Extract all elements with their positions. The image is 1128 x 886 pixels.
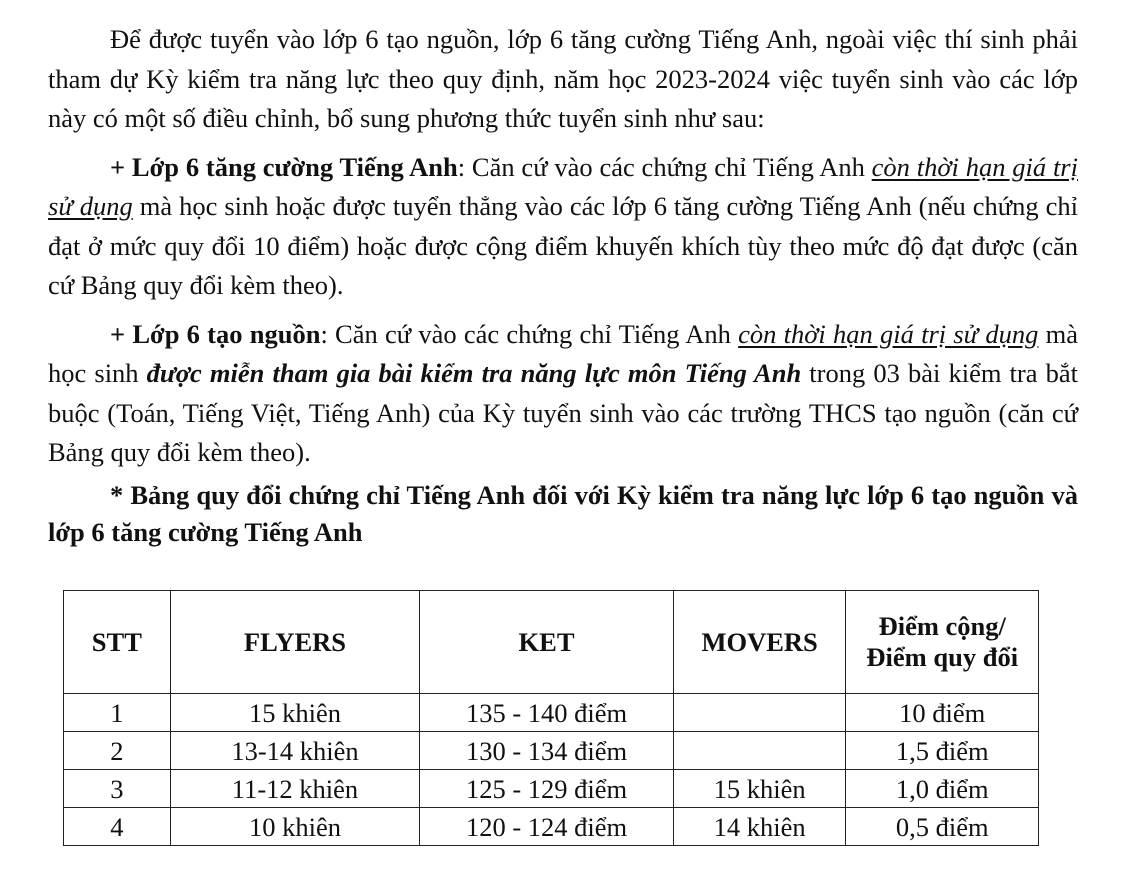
header-flyers: FLYERS [170, 591, 420, 694]
item-source-class [48, 315, 1078, 473]
cell-stt: 2 [64, 732, 171, 770]
exemption-emphasis: được miễn tham gia bài kiểm tra năng lực môn Tiếng Anh [146, 358, 802, 388]
cell-points: 0,5 điểm [846, 808, 1039, 846]
item-enhanced-english [48, 148, 1078, 306]
item-mid: mà học sinh [48, 318, 1078, 388]
cell-ket: 120 - 124 điểm [420, 808, 674, 846]
table-header-row [64, 591, 1039, 694]
cell-ket: 125 - 129 điểm [420, 770, 674, 808]
conversion-table [63, 590, 1039, 846]
header-stt: STT [64, 591, 171, 694]
cell-movers: 14 khiên [673, 808, 846, 846]
cell-flyers: 10 khiên [170, 808, 420, 846]
table-row [64, 694, 1039, 732]
item-body: trong 03 bài kiểm tra bắt buộc (Toán, Tiếng Việt, Tiếng Anh) của Kỳ tuyển sinh vào các trường THCS tạo nguồn (căn cứ Bảng quy đổi kèm theo). [48, 358, 1079, 467]
cell-movers [673, 694, 846, 732]
cell-flyers: 11-12 khiên [170, 770, 420, 808]
intro-paragraph: Để được tuyển vào lớp 6 tạo nguồn, lớp 6 tăng cường Tiếng Anh, ngoài việc thí sinh phải tham dự Kỳ kiểm tra năng lực theo quy định, năm học 2023-2024 việc tuyển sinh vào các lớp này có một số điều chỉnh, bổ sung phương thức tuyển sinh như sau: [48, 24, 1078, 133]
cell-movers [673, 732, 846, 770]
cell-ket: 135 - 140 điểm [420, 694, 674, 732]
validity-note: còn thời hạn giá trị sử dụng [738, 318, 1039, 349]
cell-points: 1,0 điểm [846, 770, 1039, 808]
header-ket: KET [420, 591, 674, 694]
cell-points: 10 điểm [846, 694, 1039, 732]
cell-stt: 1 [64, 694, 171, 732]
item-sep: : Căn cứ vào các chứng chỉ Tiếng Anh [320, 318, 739, 349]
cell-flyers: 15 khiên [170, 694, 420, 732]
validity-note: còn thời hạn giá trị sử dụng [48, 151, 1078, 221]
table-row [64, 770, 1039, 808]
header-points: Điểm cộng/Điểm quy đổi [846, 591, 1039, 694]
cell-stt: 3 [64, 770, 171, 808]
table-row [64, 732, 1039, 770]
table-title: * Bảng quy đổi chứng chỉ Tiếng Anh đối với Kỳ kiểm tra năng lực lớp 6 tạo nguồn và lớp 6 tăng cường Tiếng Anh [48, 479, 1078, 547]
item-sep: : Căn cứ vào các chứng chỉ Tiếng Anh [457, 151, 872, 182]
cell-points: 1,5 điểm [846, 732, 1039, 770]
table-row [64, 808, 1039, 846]
cell-flyers: 13-14 khiên [170, 732, 420, 770]
header-movers: MOVERS [673, 591, 846, 694]
document-body [48, 20, 1078, 551]
item-heading: + Lớp 6 tăng cường Tiếng Anh [110, 151, 458, 182]
cell-movers: 15 khiên [673, 770, 846, 808]
item-heading: + Lớp 6 tạo nguồn [110, 318, 321, 349]
item-body: mà học sinh hoặc được tuyển thẳng vào các lớp 6 tăng cường Tiếng Anh (nếu chứng chỉ đạt ở mức quy đổi 10 điểm) hoặc được cộng điểm khuyến khích tùy theo mức độ đạt được (căn cứ Bảng quy đổi kèm theo). [48, 191, 1078, 300]
cell-ket: 130 - 134 điểm [420, 732, 674, 770]
cell-stt: 4 [64, 808, 171, 846]
